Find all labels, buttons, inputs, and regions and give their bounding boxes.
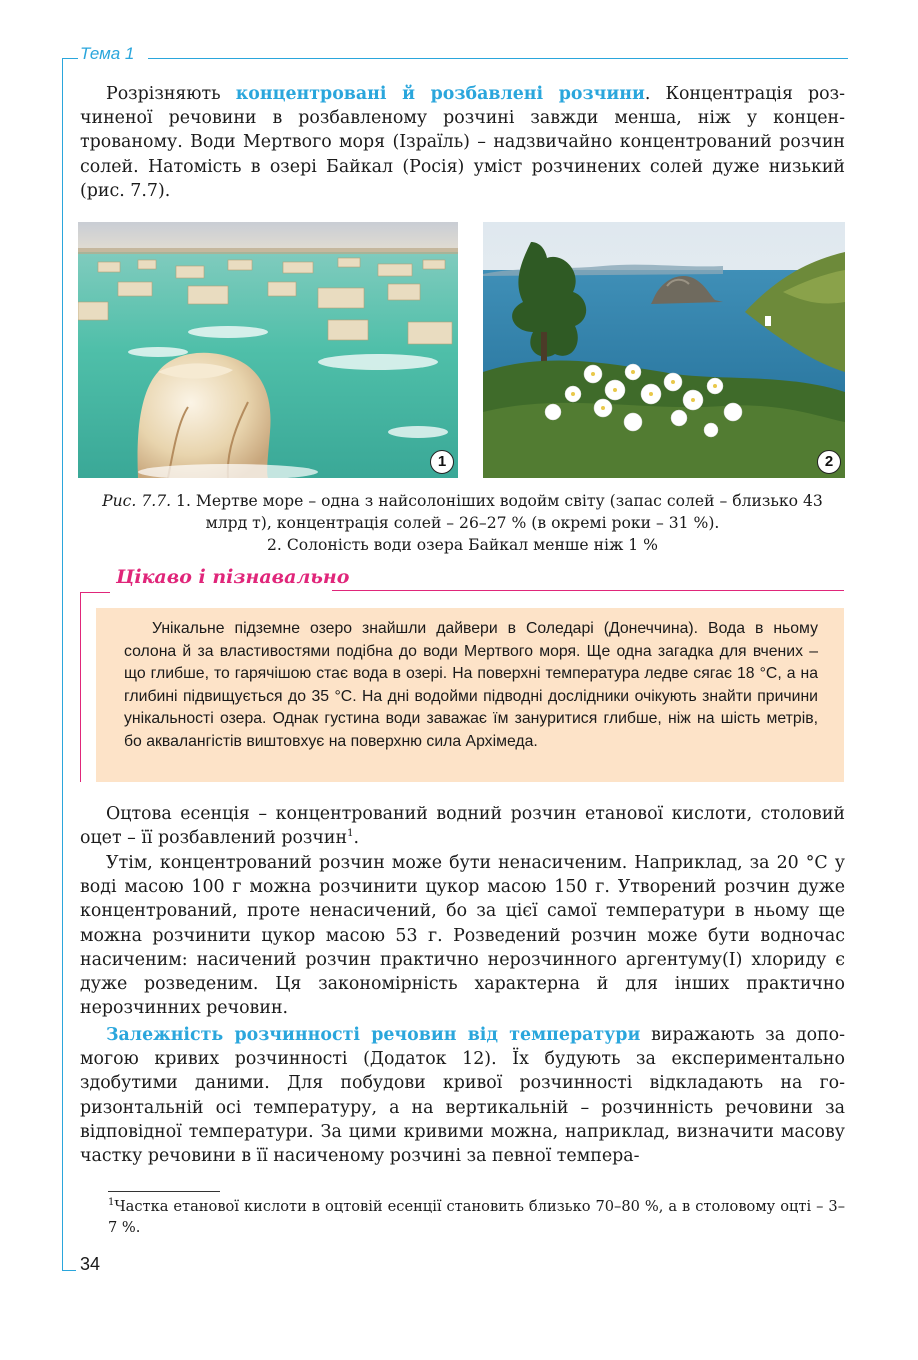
body-paragraph-1: Оцтова есенція – концентрований водний розчин етанової кислоти, столовий оцет – її розбавлений розчин$^1$. bbox=[80, 804, 845, 849]
baikal-photo bbox=[483, 222, 845, 478]
fun-fact-corner-v bbox=[80, 592, 81, 782]
header-rule bbox=[148, 58, 848, 59]
page-number: 34 bbox=[80, 1254, 101, 1274]
figure-caption: Рис. 7.7. 1. Мертве море – одна з найсолоніших водойм світу (запас солей – близько 43 млрд т), концентрація солей – 26–27 % (в окремі роки – 31 %). 2. Солоність води озера Байкал менше ніж 1 % bbox=[102, 492, 823, 554]
dead-sea-photo bbox=[78, 222, 458, 478]
body-paragraph-2: Утім, концентрований розчин може бути ненасиченим. Наприклад, за 20 °С у воді масою 100 г можна розчинити цукор масою 150 г. Утворений розчин дуже концентрований, проте ненасичений, бо за цієї самої температури в ньому ще можна розчинити цукор масою 53 г. Розведений розчин може бути водночас насиченим: насичений розчин практично нерозчинного аргентуму(I) хлориду є дуже розведеним. Ця закономірність характерна й для інших практично нерозчинних речовин. bbox=[80, 853, 845, 1019]
fun-fact-title: Цікаво і пізнавально bbox=[116, 566, 350, 588]
body-paragraph-3: Залежність розчинності речовин від температури виражають за допомогою кривих розчинності (Додаток 12). Їх будують за експериментально здобутими даними. Для побудови кривої розчинності відкладають на горизонтальній осі температуру, а на вертикальній – розчинність речовини за відповідної температури. За цими кривими можна, наприклад, визначити масову частку речовини в її насиченому розчині за певної темпера- bbox=[80, 1025, 845, 1167]
figure-number-badge-1: 1 bbox=[430, 450, 454, 474]
fun-fact-corner-h bbox=[80, 592, 110, 593]
footnote: $^1$Частка етанової кислоти в оцтовій есенції становить близько 70–80 %, а в столовому оцті – 3–7 %. bbox=[108, 1197, 845, 1236]
footnote-rule bbox=[108, 1191, 220, 1192]
paragraph-3-highlight: Залежність розчинності речовин від температури bbox=[106, 1025, 641, 1045]
fun-fact-box bbox=[96, 608, 844, 782]
fun-fact-rule bbox=[332, 590, 844, 591]
figure-label: Рис. 7.7. bbox=[102, 492, 172, 510]
figure-number-badge-2: 2 bbox=[817, 450, 841, 474]
topic-label: Тема 1 bbox=[80, 44, 135, 63]
margin-rule bbox=[62, 58, 63, 1270]
fun-fact-text: Унікальне підземне озеро знайшли дайвери в Соледарі (Донеччина). Вода в ньому солона й за властивостями подібна до води Мертвого моря. Ще одна загадка для вчених – що глибше, то гарячішою стає вода в озері. На поверхні температура ледве сягає 18 °С, а на глибині підвищується до 35 °С. На дні водойми підводні дослідники очікують знайти причини унікальності озера. Однак густина води заважає їм зануритися глибше, ніж на шість метрів, бо аквалангістів виштовхує на поверхню сила Архімеда. bbox=[124, 620, 818, 750]
intro-paragraph: Розрізняють концентровані й розбавлені розчини. Концентрація розчиненої речовини в розбавленому розчині завжди менша, ніж у концентрованому. Води Мертвого моря (Ізраїль) – надзвичайно концентрований розчин солей. Натомість в озері Байкал (Росія) уміст розчинених солей дуже низький (рис. 7.7). bbox=[80, 84, 845, 201]
margin-rule-top bbox=[62, 58, 78, 59]
footnote-ref: 1 bbox=[347, 828, 354, 840]
intro-highlight: концентровані й розбавлені розчини bbox=[235, 84, 645, 104]
margin-rule-bottom bbox=[62, 1270, 76, 1271]
